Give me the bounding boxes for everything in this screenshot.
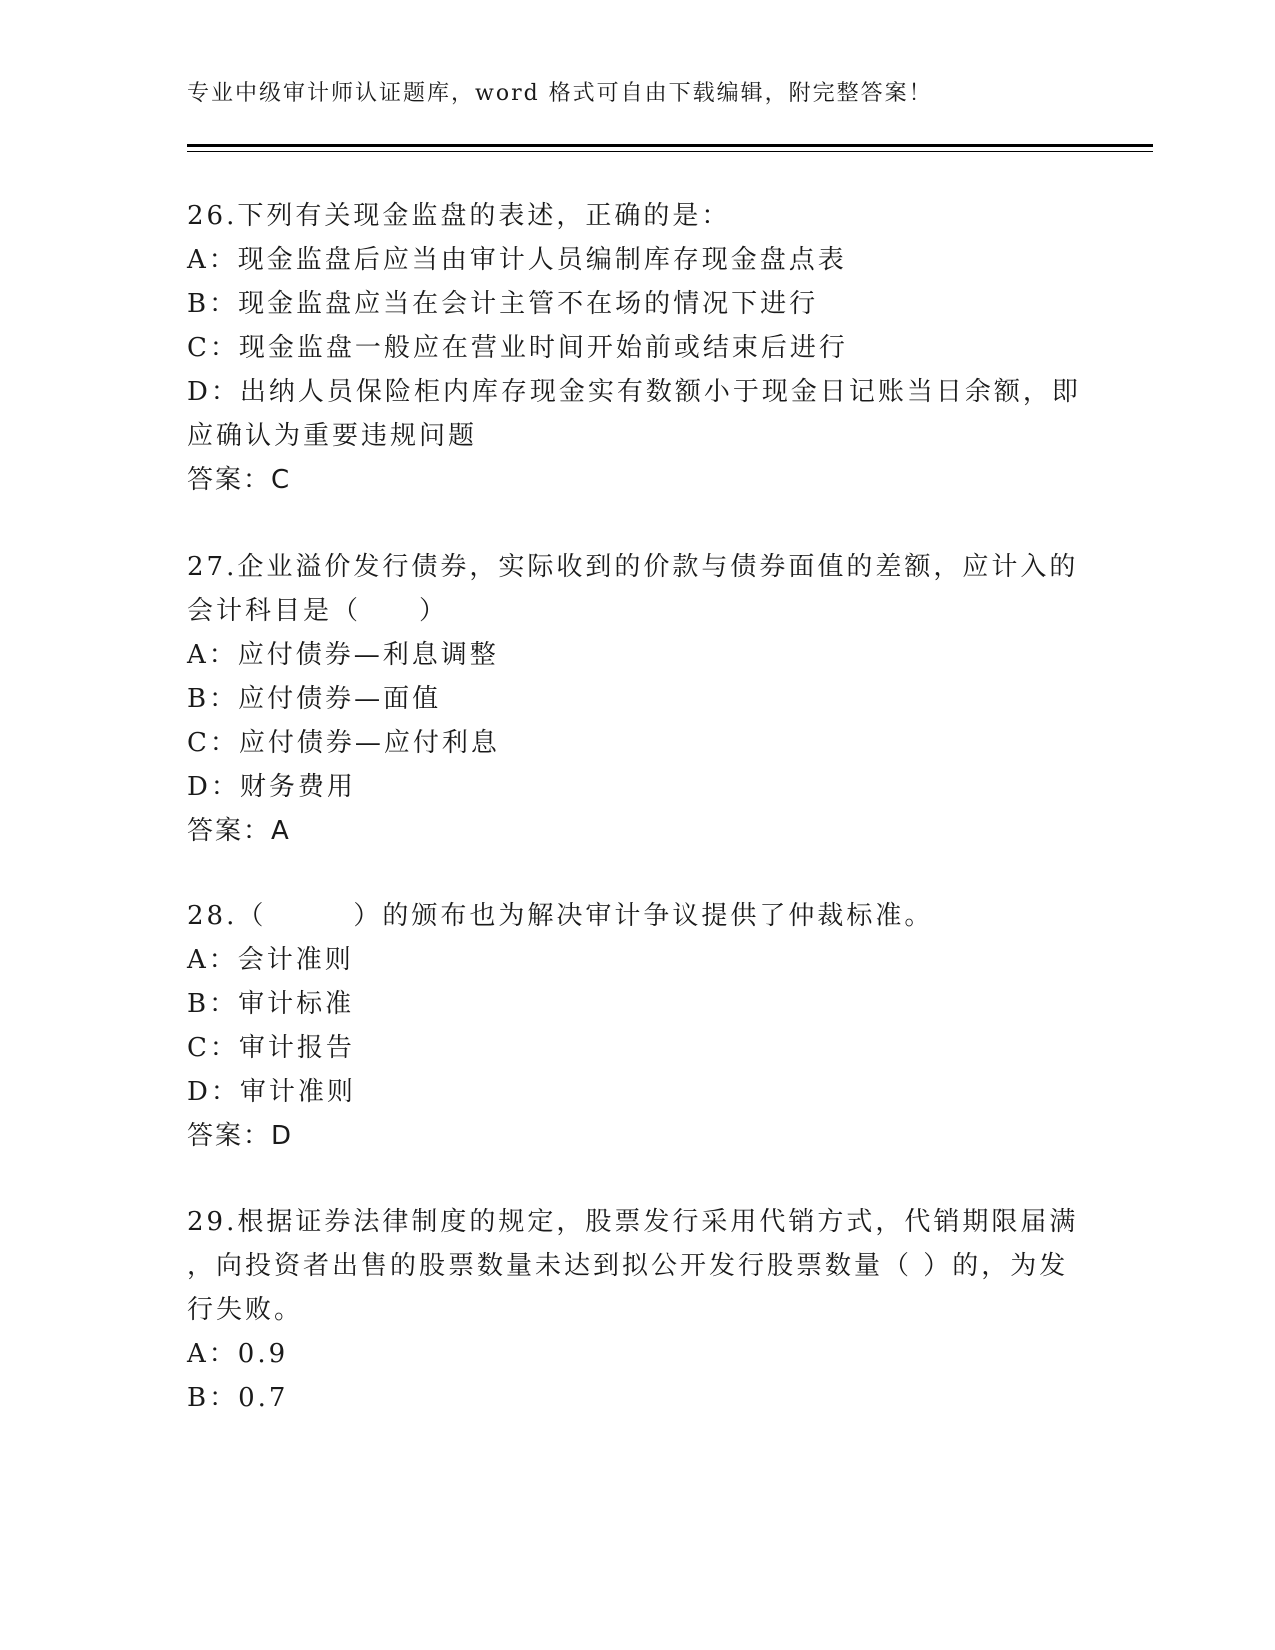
question-26-option-d: D：出纳人员保险柜内库存现金实有数额小于现金日记账当日余额，即 <box>187 377 1081 407</box>
question-29-stem-line-3: 行失败。 <box>187 1295 304 1325</box>
question-28-stem: 28.（ ）的颁布也为解决审计争议提供了仲裁标准。 <box>187 901 934 931</box>
question-27-option-d: D：财务费用 <box>187 772 356 802</box>
question-26-answer: 答案：C <box>187 465 292 495</box>
question-26-option-b: B：现金监盘应当在会计主管不在场的情况下进行 <box>187 289 819 319</box>
question-26-stem: 26.下列有关现金监盘的表述，正确的是： <box>187 201 731 231</box>
question-28-option-d: D：审计准则 <box>187 1077 356 1107</box>
question-27-option-a: A：应付债券—利息调整 <box>187 640 499 670</box>
question-29-stem-line-2: ，向投资者出售的股票数量未达到拟公开发行股票数量（ ）的，为发 <box>187 1251 1069 1281</box>
question-26-option-c: C：现金监盘一般应在营业时间开始前或结束后进行 <box>187 333 848 363</box>
question-28-option-b: B：审计标准 <box>187 989 355 1019</box>
question-28-answer: 答案：D <box>187 1121 294 1151</box>
question-27-answer: 答案：A <box>187 816 291 846</box>
question-27-option-b: B：应付债券—面值 <box>187 684 442 714</box>
question-29-option-a: A：0.9 <box>187 1339 289 1369</box>
question-26-option-d-cont: 应确认为重要违规问题 <box>187 421 478 451</box>
question-27-option-c: C：应付债券—应付利息 <box>187 728 500 758</box>
question-27-stem-line-2: 会计科目是（ ） <box>187 596 449 626</box>
question-28-option-a: A：会计准则 <box>187 945 354 975</box>
question-29-option-b: B：0.7 <box>187 1383 289 1413</box>
question-28-option-c: C：审计报告 <box>187 1033 355 1063</box>
header-rule-thick <box>187 144 1153 147</box>
document-header: 专业中级审计师认证题库，word 格式可自由下载编辑，附完整答案！ <box>187 81 933 106</box>
question-27-stem-line-1: 27.企业溢价发行债券，实际收到的价款与债券面值的差额，应计入的 <box>187 552 1079 582</box>
question-26-option-a: A：现金监盘后应当由审计人员编制库存现金盘点表 <box>187 245 847 275</box>
header-rule-thin <box>187 151 1153 152</box>
question-29-stem-line-1: 29.根据证券法律制度的规定，股票发行采用代销方式，代销期限届满 <box>187 1207 1079 1237</box>
